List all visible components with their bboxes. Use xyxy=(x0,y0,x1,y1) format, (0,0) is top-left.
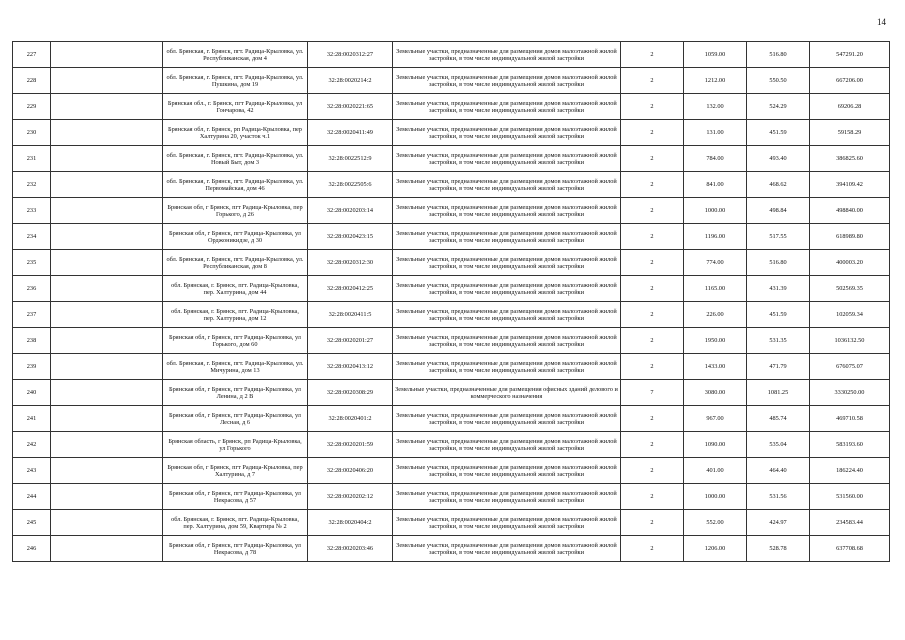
empty-cell xyxy=(51,146,163,172)
cadastral-value-cell: 531560.00 xyxy=(810,484,890,510)
area-cell: 1950.00 xyxy=(684,328,747,354)
cadastral-number-cell: 32:28:0020401:2 xyxy=(308,406,393,432)
cadastral-number-cell: 32:28:0020312:27 xyxy=(308,42,393,68)
permitted-use-cell: Земельные участки, предназначенные для размещения домов малоэтажной жилой застройки, в том числе индивидуальной жилой застройки xyxy=(393,42,621,68)
permitted-use-cell: Земельные участки, предназначенные для размещения домов малоэтажной жилой застройки, в том числе индивидуальной жилой застройки xyxy=(393,94,621,120)
empty-cell xyxy=(51,94,163,120)
area-cell: 1059.00 xyxy=(684,42,747,68)
table-row xyxy=(13,510,890,536)
permitted-use-cell: Земельные участки, предназначенные для размещения домов малоэтажной жилой застройки, в том числе индивидуальной жилой застройки xyxy=(393,302,621,328)
address-cell: Брянская область, г Брянск, рп Радица-Крыловка, ул Горького xyxy=(163,432,308,458)
empty-cell xyxy=(51,198,163,224)
cadastral-value-cell: 386825.60 xyxy=(810,146,890,172)
cadastral-number-cell: 32:28:0020411:5 xyxy=(308,302,393,328)
permitted-use-cell: Земельные участки, предназначенные для размещения домов малоэтажной жилой застройки, в том числе индивидуальной жилой застройки xyxy=(393,328,621,354)
empty-cell xyxy=(51,536,163,562)
land-plots-table xyxy=(12,41,890,562)
address-cell: Брянская обл, г. Брянск, рп Радица-Крыловка, пер Халтурина 20, участок ч.1 xyxy=(163,120,308,146)
empty-cell xyxy=(51,120,163,146)
empty-cell xyxy=(51,68,163,94)
cadastral-value-cell: 469710.58 xyxy=(810,406,890,432)
address-cell: обл. Брянская, г. Брянск, пгт. Радица-Крыловка, пер. Халтурина, дом 12 xyxy=(163,302,308,328)
empty-cell xyxy=(51,406,163,432)
area-cell: 1165.00 xyxy=(684,276,747,302)
empty-cell xyxy=(51,250,163,276)
permitted-use-cell: Земельные участки, предназначенные для размещения офисных зданий делового и коммерческого назначения xyxy=(393,380,621,406)
cadastral-number-cell: 32:28:0022512:9 xyxy=(308,146,393,172)
address-cell: обл. Брянская, г. Брянск, пгт. Радица-Крыловка, пер. Халтурина, дом 59, Квартира № 2 xyxy=(163,510,308,536)
specific-value-cell: 517.55 xyxy=(747,224,810,250)
specific-value-cell: 535.04 xyxy=(747,432,810,458)
area-cell: 784.00 xyxy=(684,146,747,172)
specific-value-cell: 464.40 xyxy=(747,458,810,484)
empty-cell xyxy=(51,510,163,536)
area-cell: 1212.00 xyxy=(684,68,747,94)
table-row xyxy=(13,406,890,432)
row-number-cell: 240 xyxy=(13,380,51,406)
address-cell: обл. Брянская, г. Брянск, пгт. Радица-Крыловка, ул. Республиканская, дом 8 xyxy=(163,250,308,276)
area-cell: 132.00 xyxy=(684,94,747,120)
group-cell: 2 xyxy=(621,276,684,302)
area-cell: 1196.00 xyxy=(684,224,747,250)
empty-cell xyxy=(51,484,163,510)
table-row xyxy=(13,458,890,484)
group-cell: 2 xyxy=(621,42,684,68)
address-cell: Брянская обл, г Брянск, пгт Радица-Крыловка, пер Горького, д 26 xyxy=(163,198,308,224)
specific-value-cell: 498.84 xyxy=(747,198,810,224)
area-cell: 967.00 xyxy=(684,406,747,432)
permitted-use-cell: Земельные участки, предназначенные для размещения домов малоэтажной жилой застройки, в том числе индивидуальной жилой застройки xyxy=(393,484,621,510)
group-cell: 2 xyxy=(621,172,684,198)
address-cell: обл. Брянская, г. Брянск, пгт. Радица-Крыловка, пер. Халтурина, дом 44 xyxy=(163,276,308,302)
table-row xyxy=(13,68,890,94)
row-number-cell: 228 xyxy=(13,68,51,94)
specific-value-cell: 524.29 xyxy=(747,94,810,120)
cadastral-value-cell: 400003.20 xyxy=(810,250,890,276)
empty-cell xyxy=(51,354,163,380)
cadastral-value-cell: 3330250.00 xyxy=(810,380,890,406)
cadastral-value-cell: 234583.44 xyxy=(810,510,890,536)
cadastral-value-cell: 394109.42 xyxy=(810,172,890,198)
cadastral-number-cell: 32:28:0020404:2 xyxy=(308,510,393,536)
cadastral-number-cell: 32:28:0022505:6 xyxy=(308,172,393,198)
area-cell: 1000.00 xyxy=(684,484,747,510)
page-number: 14 xyxy=(877,17,886,27)
cadastral-value-cell: 102059.34 xyxy=(810,302,890,328)
cadastral-value-cell: 547291.20 xyxy=(810,42,890,68)
address-cell: Брянская обл, г Брянск, пгт Радица-Крыловка, ул Некрасова, д 78 xyxy=(163,536,308,562)
row-number-cell: 238 xyxy=(13,328,51,354)
table-row xyxy=(13,302,890,328)
specific-value-cell: 468.62 xyxy=(747,172,810,198)
table-row xyxy=(13,172,890,198)
cadastral-number-cell: 32:28:0020406:20 xyxy=(308,458,393,484)
group-cell: 2 xyxy=(621,302,684,328)
cadastral-number-cell: 32:28:0020201:27 xyxy=(308,328,393,354)
specific-value-cell: 493.40 xyxy=(747,146,810,172)
empty-cell xyxy=(51,42,163,68)
cadastral-number-cell: 32:28:0020411:49 xyxy=(308,120,393,146)
permitted-use-cell: Земельные участки, предназначенные для размещения домов малоэтажной жилой застройки, в том числе индивидуальной жилой застройки xyxy=(393,406,621,432)
group-cell: 2 xyxy=(621,146,684,172)
table-row xyxy=(13,94,890,120)
cadastral-number-cell: 32:28:0020413:12 xyxy=(308,354,393,380)
area-cell: 131.00 xyxy=(684,120,747,146)
cadastral-value-cell: 618989.80 xyxy=(810,224,890,250)
row-number-cell: 230 xyxy=(13,120,51,146)
cadastral-number-cell: 32:28:0020312:30 xyxy=(308,250,393,276)
area-cell: 552.00 xyxy=(684,510,747,536)
area-cell: 1433.00 xyxy=(684,354,747,380)
specific-value-cell: 516.80 xyxy=(747,42,810,68)
row-number-cell: 227 xyxy=(13,42,51,68)
area-cell: 1206.00 xyxy=(684,536,747,562)
table-row xyxy=(13,250,890,276)
specific-value-cell: 550.50 xyxy=(747,68,810,94)
permitted-use-cell: Земельные участки, предназначенные для размещения домов малоэтажной жилой застройки, в том числе индивидуальной жилой застройки xyxy=(393,224,621,250)
group-cell: 2 xyxy=(621,224,684,250)
table-row xyxy=(13,120,890,146)
specific-value-cell: 431.39 xyxy=(747,276,810,302)
specific-value-cell: 1081.25 xyxy=(747,380,810,406)
row-number-cell: 239 xyxy=(13,354,51,380)
specific-value-cell: 451.59 xyxy=(747,302,810,328)
cadastral-number-cell: 32:28:0020214:2 xyxy=(308,68,393,94)
cadastral-value-cell: 637708.68 xyxy=(810,536,890,562)
area-cell: 774.00 xyxy=(684,250,747,276)
row-number-cell: 243 xyxy=(13,458,51,484)
area-cell: 841.00 xyxy=(684,172,747,198)
table-row xyxy=(13,224,890,250)
group-cell: 2 xyxy=(621,250,684,276)
address-cell: Брянская обл, г Брянск, пгт Радица-Крыловка, пер Халтурина, д 7 xyxy=(163,458,308,484)
permitted-use-cell: Земельные участки, предназначенные для размещения домов малоэтажной жилой застройки, в том числе индивидуальной жилой застройки xyxy=(393,146,621,172)
empty-cell xyxy=(51,432,163,458)
group-cell: 2 xyxy=(621,406,684,432)
address-cell: обл. Брянская, г. Брянск, пгт. Радица-Крыловка, ул. Первомайская, дом 46 xyxy=(163,172,308,198)
table-row xyxy=(13,276,890,302)
group-cell: 2 xyxy=(621,94,684,120)
address-cell: Брянская обл, г Брянск, пгт Радица-Крыловка, ул Некрасова, д 57 xyxy=(163,484,308,510)
specific-value-cell: 451.59 xyxy=(747,120,810,146)
group-cell: 2 xyxy=(621,432,684,458)
row-number-cell: 233 xyxy=(13,198,51,224)
cadastral-number-cell: 32:28:0020203:14 xyxy=(308,198,393,224)
specific-value-cell: 528.78 xyxy=(747,536,810,562)
cadastral-value-cell: 498840.00 xyxy=(810,198,890,224)
cadastral-value-cell: 186224.40 xyxy=(810,458,890,484)
cadastral-number-cell: 32:28:0020202:12 xyxy=(308,484,393,510)
address-cell: Брянская обл, г Брянск, пгт Радица-Крыловка, ул Лесная, д 6 xyxy=(163,406,308,432)
row-number-cell: 234 xyxy=(13,224,51,250)
specific-value-cell: 485.74 xyxy=(747,406,810,432)
table-row xyxy=(13,328,890,354)
group-cell: 2 xyxy=(621,510,684,536)
empty-cell xyxy=(51,172,163,198)
empty-cell xyxy=(51,328,163,354)
cadastral-number-cell: 32:28:0020308:29 xyxy=(308,380,393,406)
area-cell: 226.00 xyxy=(684,302,747,328)
cadastral-number-cell: 32:28:0020412:25 xyxy=(308,276,393,302)
address-cell: обл. Брянская, г. Брянск, пгт. Радица-Крыловка, ул. Новый Быт, дом 3 xyxy=(163,146,308,172)
permitted-use-cell: Земельные участки, предназначенные для размещения домов малоэтажной жилой застройки, в том числе индивидуальной жилой застройки xyxy=(393,198,621,224)
address-cell: Брянская обл, г Брянск, пгт Радица-Крыловка, ул Орджоникидзе, д 30 xyxy=(163,224,308,250)
permitted-use-cell: Земельные участки, предназначенные для размещения домов малоэтажной жилой застройки, в том числе индивидуальной жилой застройки xyxy=(393,536,621,562)
cadastral-value-cell: 676075.07 xyxy=(810,354,890,380)
permitted-use-cell: Земельные участки, предназначенные для размещения домов малоэтажной жилой застройки, в том числе индивидуальной жилой застройки xyxy=(393,510,621,536)
group-cell: 7 xyxy=(621,380,684,406)
group-cell: 2 xyxy=(621,458,684,484)
permitted-use-cell: Земельные участки, предназначенные для размещения домов малоэтажной жилой застройки, в том числе индивидуальной жилой застройки xyxy=(393,250,621,276)
cadastral-value-cell: 502569.35 xyxy=(810,276,890,302)
row-number-cell: 236 xyxy=(13,276,51,302)
cadastral-number-cell: 32:28:0020423:15 xyxy=(308,224,393,250)
group-cell: 2 xyxy=(621,484,684,510)
address-cell: обл. Брянская, г. Брянск, пгт. Радица-Крыловка, ул. Мичурина, дом 13 xyxy=(163,354,308,380)
address-cell: Брянская обл, г Брянск, пгт Радица-Крыловка, ул Ленина, д 2 В xyxy=(163,380,308,406)
address-cell: обл. Брянская, г. Брянск, пгт. Радица-Крыловка, ул. Республиканская, дом 4 xyxy=(163,42,308,68)
group-cell: 2 xyxy=(621,120,684,146)
address-cell: Брянская обл., г. Брянск, пгт Радица-Крыловка, ул Гончарова, 42 xyxy=(163,94,308,120)
cadastral-number-cell: 32:28:0020221:65 xyxy=(308,94,393,120)
table-row xyxy=(13,536,890,562)
specific-value-cell: 471.79 xyxy=(747,354,810,380)
empty-cell xyxy=(51,458,163,484)
cadastral-value-cell: 69206.28 xyxy=(810,94,890,120)
permitted-use-cell: Земельные участки, предназначенные для размещения домов малоэтажной жилой застройки, в том числе индивидуальной жилой застройки xyxy=(393,432,621,458)
group-cell: 2 xyxy=(621,328,684,354)
specific-value-cell: 531.35 xyxy=(747,328,810,354)
table-row xyxy=(13,146,890,172)
area-cell: 1090.00 xyxy=(684,432,747,458)
empty-cell xyxy=(51,380,163,406)
empty-cell xyxy=(51,276,163,302)
group-cell: 2 xyxy=(621,536,684,562)
row-number-cell: 232 xyxy=(13,172,51,198)
permitted-use-cell: Земельные участки, предназначенные для размещения домов малоэтажной жилой застройки, в том числе индивидуальной жилой застройки xyxy=(393,68,621,94)
table-row xyxy=(13,198,890,224)
row-number-cell: 244 xyxy=(13,484,51,510)
row-number-cell: 246 xyxy=(13,536,51,562)
specific-value-cell: 531.56 xyxy=(747,484,810,510)
area-cell: 401.00 xyxy=(684,458,747,484)
permitted-use-cell: Земельные участки, предназначенные для размещения домов малоэтажной жилой застройки, в том числе индивидуальной жилой застройки xyxy=(393,120,621,146)
permitted-use-cell: Земельные участки, предназначенные для размещения домов малоэтажной жилой застройки, в том числе индивидуальной жилой застройки xyxy=(393,354,621,380)
table-row xyxy=(13,432,890,458)
row-number-cell: 241 xyxy=(13,406,51,432)
group-cell: 2 xyxy=(621,68,684,94)
cadastral-value-cell: 59158.29 xyxy=(810,120,890,146)
row-number-cell: 229 xyxy=(13,94,51,120)
row-number-cell: 231 xyxy=(13,146,51,172)
row-number-cell: 245 xyxy=(13,510,51,536)
table-row xyxy=(13,484,890,510)
table-row xyxy=(13,354,890,380)
address-cell: Брянская обл, г Брянск, пгт Радица-Крыловка, ул Горького, дом 60 xyxy=(163,328,308,354)
cadastral-value-cell: 583193.60 xyxy=(810,432,890,458)
group-cell: 2 xyxy=(621,354,684,380)
specific-value-cell: 516.80 xyxy=(747,250,810,276)
cadastral-number-cell: 32:28:0020203:46 xyxy=(308,536,393,562)
group-cell: 2 xyxy=(621,198,684,224)
address-cell: обл. Брянская, г. Брянск, пгт. Радица-Крыловка, ул. Пушкина, дом 19 xyxy=(163,68,308,94)
table-row xyxy=(13,380,890,406)
cadastral-value-cell: 1036132.50 xyxy=(810,328,890,354)
area-cell: 3080.00 xyxy=(684,380,747,406)
row-number-cell: 237 xyxy=(13,302,51,328)
permitted-use-cell: Земельные участки, предназначенные для размещения домов малоэтажной жилой застройки, в том числе индивидуальной жилой застройки xyxy=(393,172,621,198)
empty-cell xyxy=(51,302,163,328)
row-number-cell: 242 xyxy=(13,432,51,458)
permitted-use-cell: Земельные участки, предназначенные для размещения домов малоэтажной жилой застройки, в том числе индивидуальной жилой застройки xyxy=(393,276,621,302)
row-number-cell: 235 xyxy=(13,250,51,276)
specific-value-cell: 424.97 xyxy=(747,510,810,536)
area-cell: 1000.00 xyxy=(684,198,747,224)
cadastral-number-cell: 32:28:0020201:59 xyxy=(308,432,393,458)
permitted-use-cell: Земельные участки, предназначенные для размещения домов малоэтажной жилой застройки, в том числе индивидуальной жилой застройки xyxy=(393,458,621,484)
table-row xyxy=(13,42,890,68)
table-body xyxy=(13,42,890,562)
cadastral-value-cell: 667206.00 xyxy=(810,68,890,94)
empty-cell xyxy=(51,224,163,250)
